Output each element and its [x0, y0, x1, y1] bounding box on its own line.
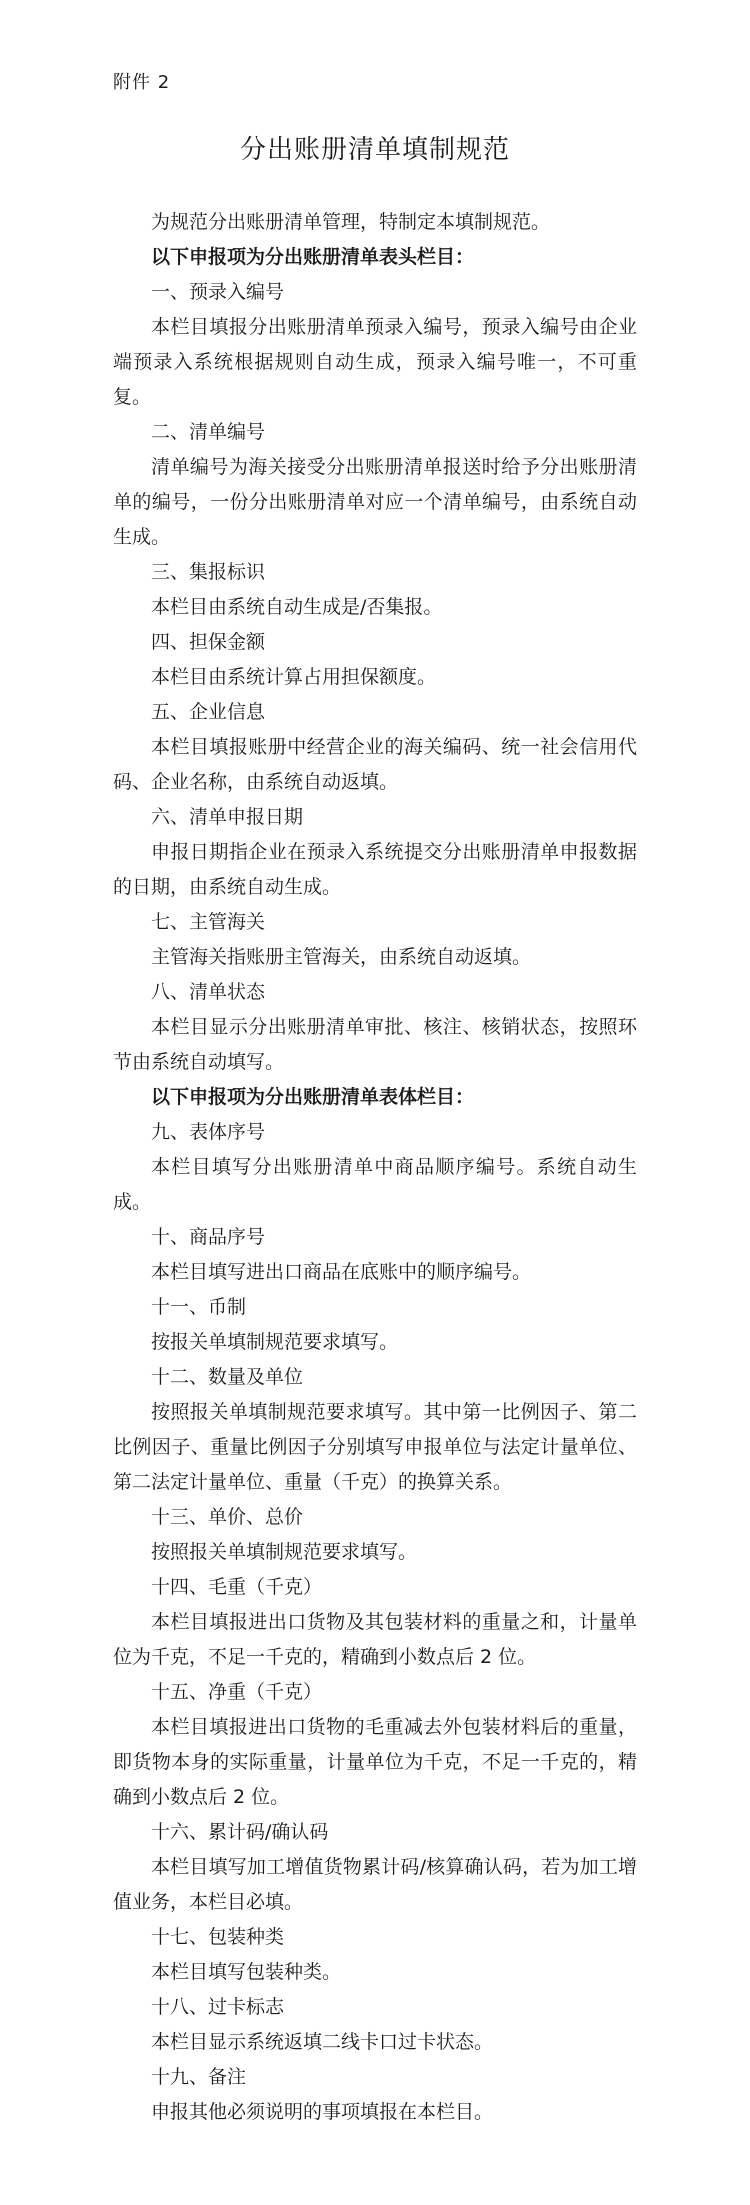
paragraph: 主管海关指账册主管海关，由系统自动返填。	[151, 946, 532, 968]
paragraph: 十三、单价、总价	[151, 1506, 304, 1528]
paragraph: 五、企业信息	[151, 701, 266, 723]
paragraph: 十八、过卡标志	[151, 1996, 285, 2018]
document-body	[113, 205, 637, 2130]
paragraph: 三、集报标识	[151, 561, 266, 583]
paragraph: 十一、币制	[151, 1296, 247, 1318]
paragraph: 二、清单编号	[151, 421, 266, 443]
section-heading: 以下申报项为分出账册清单表头栏目：	[151, 246, 475, 268]
paragraph: 本栏目填报进出口货物的毛重减去外包装材料后的重量，即货物本身的实际重量，计量单位为千克，不足一千克的，精确到小数点后 2 位。	[113, 1716, 637, 1808]
paragraph: 本栏目填写包装种类。	[151, 1961, 342, 1983]
paragraph: 十七、包装种类	[151, 1926, 285, 1948]
paragraph: 十四、毛重（千克）	[151, 1576, 323, 1598]
paragraph: 本栏目填报进出口货物及其包装材料的重量之和，计量单位为千克，不足一千克的，精确到小数点后 2 位。	[113, 1611, 637, 1668]
paragraph: 本栏目由系统自动生成是/否集报。	[151, 596, 443, 618]
paragraph: 本栏目填写分出账册清单中商品顺序编号。系统自动生成。	[113, 1156, 637, 1213]
paragraph: 十、商品序号	[151, 1226, 266, 1248]
paragraph: 本栏目显示系统返填二线卡口过卡状态。	[151, 2031, 494, 2053]
paragraph: 十六、累计码/确认码	[151, 1821, 329, 1843]
paragraph: 本栏目填报分出账册清单预录入编号，预录入编号由企业端预录入系统根据规则自动生成，预录入编号唯一，不可重复。	[113, 316, 637, 408]
section-heading: 以下申报项为分出账册清单表体栏目：	[151, 1086, 475, 1108]
paragraph: 七、主管海关	[151, 911, 266, 933]
paragraph: 一、预录入编号	[151, 281, 285, 303]
paragraph: 八、清单状态	[151, 981, 266, 1003]
attachment-label: 附件 2	[113, 72, 171, 93]
paragraph: 本栏目显示分出账册清单审批、核注、核销状态，按照环节由系统自动填写。	[113, 1016, 637, 1073]
paragraph: 申报其他必须说明的事项填报在本栏目。	[151, 2101, 494, 2123]
paragraph: 十九、备注	[151, 2066, 247, 2088]
paragraph: 本栏目填写加工增值货物累计码/核算确认码，若为加工增值业务，本栏目必填。	[113, 1856, 637, 1913]
paragraph: 六、清单申报日期	[151, 806, 304, 828]
paragraph: 九、表体序号	[151, 1121, 266, 1143]
paragraph: 清单编号为海关接受分出账册清单报送时给予分出账册清单的编号，一份分出账册清单对应一个清单编号，由系统自动生成。	[113, 456, 637, 548]
paragraph: 四、担保金额	[151, 631, 266, 653]
paragraph: 按照报关单填制规范要求填写。其中第一比例因子、第二比例因子、重量比例因子分别填写申报单位与法定计量单位、第二法定计量单位、重量（千克）的换算关系。	[113, 1401, 637, 1493]
paragraph: 为规范分出账册清单管理，特制定本填制规范。	[151, 211, 551, 233]
document-title: 分出账册清单填制规范	[239, 135, 510, 165]
paragraph: 十二、数量及单位	[151, 1366, 304, 1388]
paragraph: 十五、净重（千克）	[151, 1681, 323, 1703]
paragraph: 按照报关单填制规范要求填写。	[151, 1541, 418, 1563]
paragraph: 申报日期指企业在预录入系统提交分出账册清单申报数据的日期，由系统自动生成。	[113, 841, 637, 898]
paragraph: 本栏目填写进出口商品在底账中的顺序编号。	[151, 1261, 532, 1283]
paragraph: 本栏目填报账册中经营企业的海关编码、统一社会信用代码、企业名称，由系统自动返填。	[113, 736, 637, 793]
paragraph: 本栏目由系统计算占用担保额度。	[151, 666, 437, 688]
paragraph: 按报关单填制规范要求填写。	[151, 1331, 399, 1353]
